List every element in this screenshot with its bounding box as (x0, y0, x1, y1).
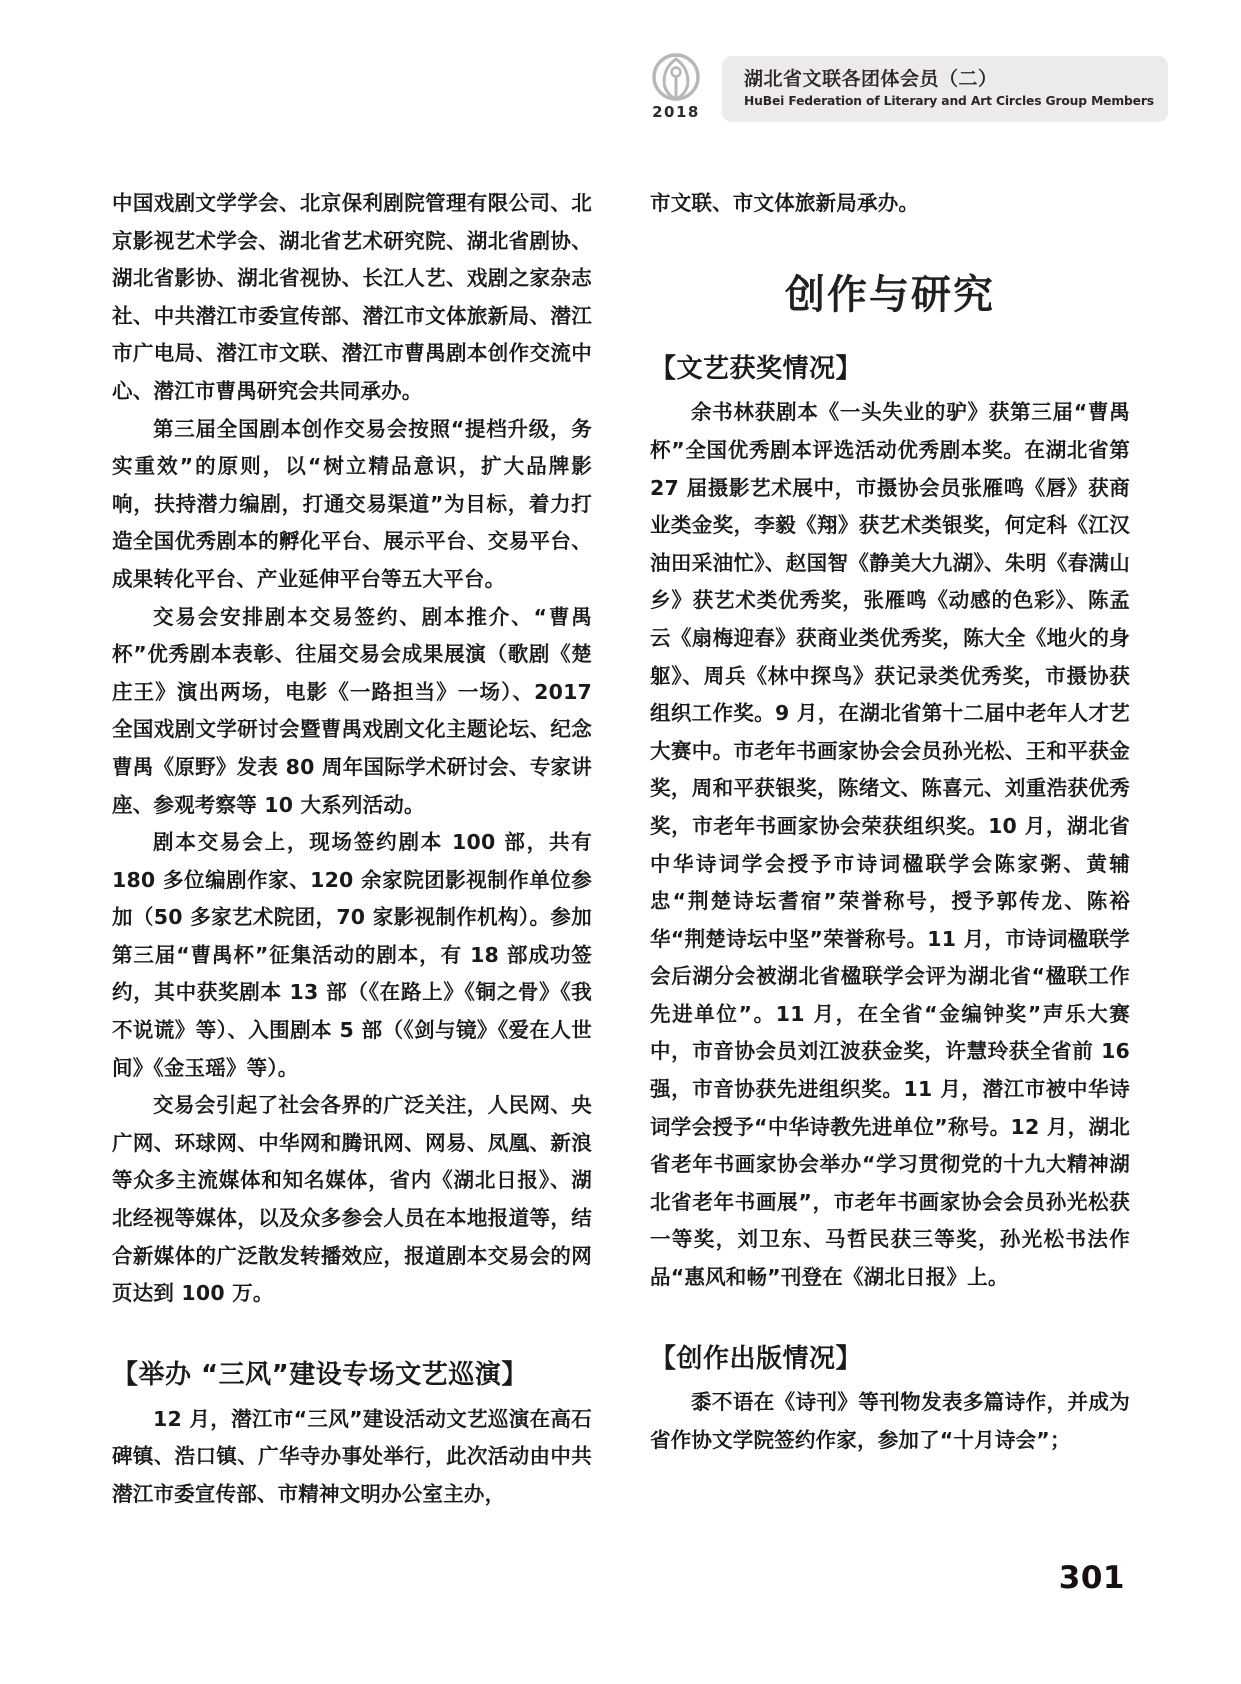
body-columns (112, 185, 1130, 1513)
masthead-title-chinese: 湖北省文联各团体会员（二） (744, 67, 998, 90)
page-title: 创作与研究 (785, 271, 995, 318)
paragraph: 中国戏剧文学学会、北京保利剧院管理有限公司、北京影视艺术学会、湖北省艺术研究院、湖北省剧协、湖北省影协、湖北省视协、长江人艺、戏剧之家杂志社、中共潜江市委宣传部、潜江市文体旅新局、潜江市广电局、潜江市文联、潜江市曹禺剧本创作交流中心、潜江市曹禺研究会共同承办。 (112, 191, 592, 403)
left-column (112, 185, 592, 1513)
paragraph: 交易会引起了社会各界的广泛关注，人民网、央广网、环球网、中华网和腾讯网、网易、凤凰、新浪等众多主流媒体和知名媒体，省内《湖北日报》、湖北经视等媒体，以及众多参会人员在本地报道等，结合新媒体的广泛散发转播效应，报道剧本交易会的网页达到 100 万。 (112, 1093, 592, 1306)
logo-year-label: 2018 (652, 103, 700, 121)
paragraph: 第三届全国剧本创作交易会按照“提档升级，务实重效”的原则，以“树立精品意识，扩大品牌影响，扶持潜力编剧，打通交易渠道”为目标，着力打造全国优秀剧本的孵化平台、展示平台、交易平台、成果转化平台、产业延伸平台等五大平台。 (112, 416, 592, 591)
masthead-title-english: HuBei Federation of Literary and Art Circles Group Members (744, 94, 1154, 109)
paragraph: 剧本交易会上，现场签约剧本 100 部，共有 180 多位编剧作家、120 余家院团影视制作单位参加（50 多家艺术院团，70 家影视制作机构）。参加第三届“曹禺杯”征集活动的剧本，有 18 部成功签约，其中获奖剧本 13 部（《在路上》《铜之骨》《我不说谎》等）、入围剧本 5 部（《剑与镜》《爱在人世间》《金玉瑶》等）。 (112, 830, 592, 1080)
page-masthead (630, 52, 1154, 126)
hubei-federation-emblem-icon (646, 52, 706, 104)
paragraph: 交易会安排剧本交易签约、剧本推介、“曹禺杯”优秀剧本表彰、往届交易会成果展演（歌剧《楚庄王》演出两场，电影《一路担当》一场）、2017 全国戏剧文学研讨会暨曹禺戏剧文化主题论坛、纪念曹禺《原野》发表 80 周年国际学术研讨会、专家讲座、参观考察等 10 大系列活动。 (112, 604, 592, 817)
page-number: 301 (1058, 1560, 1125, 1596)
paragraph-continuation: 市文联、市文体旅新局承办。 (650, 191, 920, 215)
subsection-heading: 【文艺获奖情况】 (650, 353, 863, 384)
publisher-logo (630, 52, 722, 126)
subsection-heading: 【创作出版情况】 (650, 1343, 863, 1374)
right-column (650, 185, 1130, 1513)
paragraph: 余书林获剧本《一头失业的驴》获第三届“曹禺杯”全国优秀剧本评选活动优秀剧本奖。在湖北省第 27 届摄影艺术展中，市摄协会员张雁鸣《唇》获商业类金奖，李毅《翔》获艺术类银奖，何定科《江汉油田采油忙》、赵国智《静美大九湖》、朱明《春满山乡》获艺术类优秀奖，张雁鸣《动感的色彩》、陈孟云《扇梅迎春》获商业类优秀奖，陈大全《地火的身躯》、周兵《林中探鸟》获记录类优秀奖，市摄协获组织工作奖。9 月，在湖北省第十二届中老年人才艺大赛中。市老年书画家协会会员孙光松、王和平获金奖，周和平获银奖，陈绪文、陈喜元、刘重浩获优秀奖，市老年书画家协会荣获组织奖。10 月，湖北省中华诗词学会授予市诗词楹联学会陈家粥、黄辅忠“荆楚诗坛耆宿”荣誉称号，授予郭传龙、陈裕华“荆楚诗坛中坚”荣誉称号。11 月，市诗词楹联学会后湖分会被湖北省楹联学会评为湖北省“楹联工作先进单位”。11 月，在全省“金编钟奖”声乐大赛中，市音协会员刘江波获金奖，许慧玲获全省前 16 强，市音协获先进组织奖。11 月，潜江市被中华诗词学会授予“中华诗教先进单位”称号。12 月，湖北省老年书画家协会举办“学习贯彻党的十九大精神湖北省老年书画展”，市老年书画家协会会员孙光松获一等奖，刘卫东、马哲民获三等奖，孙光松书法作品“惠风和畅”刊登在《湖北日报》上。 (650, 400, 1130, 1290)
subsection-heading: 【举办 “三风”建设专场文艺巡演】 (112, 1359, 528, 1390)
paragraph: 黍不语在《诗刊》等刊物发表多篇诗作，并成为省作协文学院签约作家，参加了“十月诗会”； (650, 1390, 1130, 1453)
masthead-title-block (722, 56, 1168, 122)
paragraph: 12 月，潜江市“三风”建设活动文艺巡演在高石碑镇、浩口镇、广华寺办事处举行，此次活动由中共潜江市委宣传部、市精神文明办公室主办， (112, 1406, 592, 1506)
